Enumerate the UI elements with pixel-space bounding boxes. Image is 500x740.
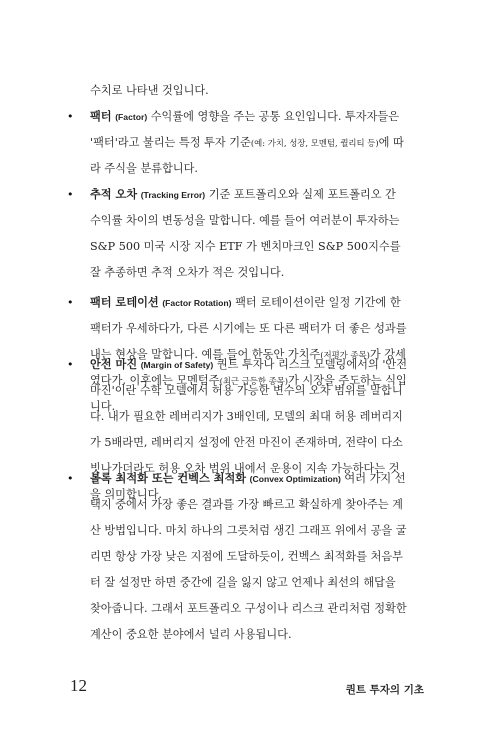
definition-text-cont: 가 강세였다가, 이후에는 모멘텀주 bbox=[90, 348, 406, 387]
continuation-text: 수치로 나타낸 것입니다. bbox=[90, 84, 209, 97]
term-english: (Margin of Safety) bbox=[140, 360, 214, 370]
term-english: (Factor Rotation) bbox=[162, 298, 232, 308]
bullet-icon: • bbox=[67, 110, 74, 123]
glossary-item-tracking-error bbox=[67, 182, 410, 286]
bullet-icon: • bbox=[67, 358, 74, 371]
term-label: 팩터 로테이션 bbox=[90, 296, 159, 309]
definition-note-2: (최근 급등한 종목) bbox=[219, 376, 289, 386]
running-title: 퀀트 투자의 기초 bbox=[345, 684, 424, 696]
term-english: (Tracking Error) bbox=[140, 190, 206, 200]
definition-text: 여러 가지 선택지 중에서 가장 좋은 결과를 가장 빠르고 확실하게 찾아주는 계산 방법입니다. 마치 하나의 그릇처럼 생긴 그래프 위에서 공을 굴리면 항상 가장 낮은 지점에 도달하듯이, 컨벡스 최적화를 처음부터 잘 설정만 하면 중간에 길을 잃지 않고 언제나 최선의 해답을 찾아줍니다. 그래서 포트폴리오 구성이나 리스크 관리처럼 정확한 계산이 중요한 분야에서 널리 사용됩니다. bbox=[90, 472, 407, 641]
term-label: 안전 마진 bbox=[90, 358, 138, 371]
bullet-icon: • bbox=[67, 472, 74, 485]
definition-text: 수익률에 영향을 주는 공통 요인입니다. 투자자들은 '팩터'라고 불리는 특정 투자 기준 bbox=[90, 110, 400, 149]
term-english: (Convex Optimization) bbox=[249, 474, 341, 484]
term-label: 볼록 최적화 또는 컨벡스 최적화 bbox=[90, 472, 247, 485]
definition-text: 기준 포트폴리오와 실제 포트폴리오 간 수익률 차이의 변동성을 말합니다. 예를 들어 여러분이 투자하는 S&P 500 미국 시장 지수 ETF 가 벤치마크인 S&P 500지수를 잘 추종하면 추적 오차가 적은 것입니다. bbox=[90, 188, 401, 279]
term-english: (Factor) bbox=[115, 112, 148, 122]
bullet-icon: • bbox=[67, 296, 74, 309]
definition-text: 퀀트 투자나 리스크 모델링에서의 '안전 마진'이란 수학 모델에서 허용 가능한 변수의 오차 범위를 말합니다. 내가 필요한 레버리지가 3배인데, 모델의 최대 허용 레버리지가 5배라면, 레버리지 설정에 안전 마진이 존재하며, 전략이 다소 빗나가더라도 허용 오차 범위 내에서 운용이 지속 가능하다는 것을 의미합니다. bbox=[90, 358, 408, 501]
definition-note: (저평가 종목) bbox=[320, 350, 370, 360]
definition-text: 팩터 로테이션이란 일정 기간에 한 팩터가 우세하다가, 다른 시기에는 또 다른 팩터가 더 좋은 성과를 내는 현상을 말합니다. 예를 들어 한동안 가치주 bbox=[90, 296, 407, 361]
definition-note: (예: 가치, 성장, 모멘텀, 퀄리티 등) bbox=[250, 138, 379, 148]
definition-text-end: 가 시장을 주도하는 식입니다. bbox=[90, 374, 407, 413]
glossary-item-convex-optimization bbox=[67, 466, 410, 648]
page-number: 12 bbox=[70, 676, 87, 695]
term-label: 팩터 bbox=[90, 110, 112, 123]
definition-text-cont: 에 따라 주식을 분류합니다. bbox=[90, 136, 404, 175]
term-label: 추적 오차 bbox=[90, 188, 138, 201]
bullet-icon: • bbox=[67, 188, 74, 201]
glossary-item-factor bbox=[67, 104, 410, 182]
